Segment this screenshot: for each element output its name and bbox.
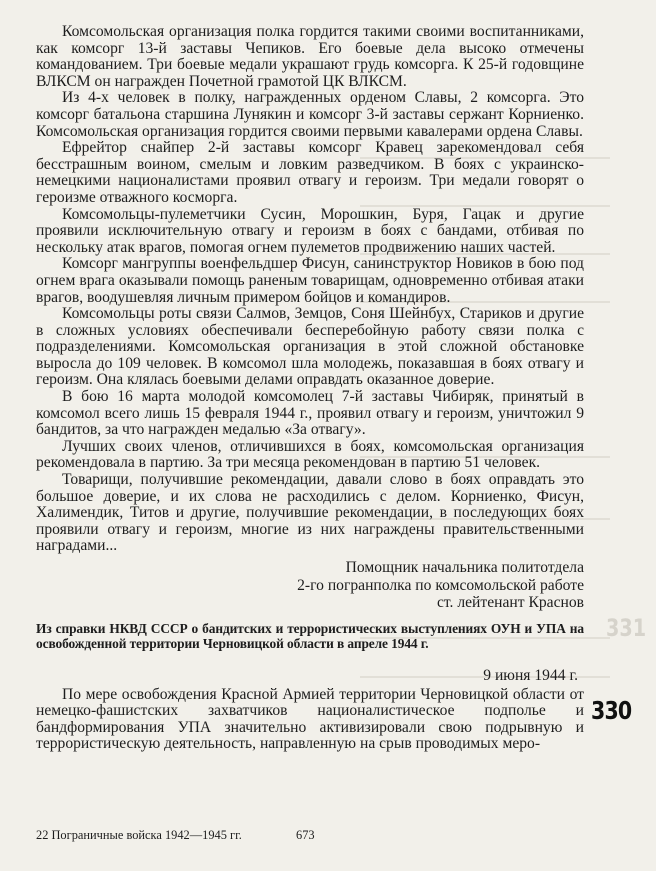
signature-block <box>36 559 584 612</box>
signature-position: Помощник начальника политотдела <box>345 559 584 576</box>
document-paragraph: По мере освобождения Красной Армией территории Черновицкой области от немецко-фашистских захватчиков националистическое подполье и бандформирования УПА значительно активизировали свою подрывную и террористическую деятельность, направленную на срыв проводимых меро- <box>36 685 584 753</box>
paragraph: Комсомольцы-пулеметчики Сусин, Морошкин, Буря, Гацак и другие проявили исключительную отвагу и героизм в боях с бандами, отбивая по нескольку атак врагов, помогая огнем пулеметов продвижению наших частей. <box>36 205 584 256</box>
signature-unit: 2-го погранполка по комсомольской работе <box>297 576 584 594</box>
printer-signature-mark: 22 Пограничные войска 1942—1945 гг. <box>36 828 242 842</box>
signature-name: ст. лейтенант Краснов <box>436 594 584 611</box>
bleed-through-document-number: 331 <box>606 614 647 642</box>
paragraph: Комсомольская организация полка гордится такими своими воспитанниками, как комсорг 13-й заставы Чепиков. Его боевые дела высоко отмечены командованием. Три боевые медали украшают грудь комсорга. К 25-й годовщине ВЛКСМ он награжден Почетной грамотой ЦК ВЛКСМ. <box>36 23 584 90</box>
main-text-column <box>36 24 584 753</box>
page-number: 673 <box>296 828 315 842</box>
paragraph: Ефрейтор снайпер 2-й заставы комсорг Кравец зарекомендовал себя бесстрашным воином, смелым и ловким разведчиком. В боях с украинско-немецкими националистами проявил отвагу и героизм. Три медали говорят о героизме отважного косморга. <box>36 139 584 206</box>
paragraph: Товарищи, получившие рекомендации, давали слово в боях оправдать это большое доверие, и их слова не расходились с делом. Корниенко, Фисун, Халимендик, Титов и другие, получившие рекомендации, в последующих боях проявили отвагу и героизм, многие из них награждены правительственными наградами... <box>36 471 584 555</box>
paragraph: Комсорг мангруппы военфельдшер Фисун, санинструктор Новиков в бою под огнем врага оказывали помощь раненым товарищам, одновременно отбивая атаки врагов, воодушевляя личным примером бойцов и командиров. <box>36 255 584 306</box>
document-date: 9 июня 1944 г. <box>483 666 578 684</box>
paragraph: В бою 16 марта молодой комсомолец 7-й заставы Чибиряк, принятый в комсомол всего лишь 15 февраля 1944 г., проявил отвагу и героизм, уничтожил 9 бандитов, за что награжден медалью «За отвагу». <box>36 388 584 439</box>
paragraph: Комсомольцы роты связи Салмов, Земцов, Соня Шейнбух, Стариков и другие в сложных условиях обеспечивали бесперебойную работу связи полка с подразделениями. Комсомольская организация в этой сложной обстановке выросла до 109 человек. В комсомол шла молодежь, показавшая в боях отвагу и героизм. Она клялась боевыми делами оправдать оказанное доверие. <box>36 305 584 389</box>
document-heading: Из справки НКВД СССР о бандитских и террористических выступлениях ОУН и УПА на освобожденной территории Черновицкой области в апреле 1944 г. <box>36 620 584 651</box>
paragraph: Лучших своих членов, отличившихся в боях, комсомольская организация рекомендовала в партию. За три месяца рекомендован в партию 51 человек. <box>36 437 584 472</box>
document-number: 330 <box>591 696 632 725</box>
paragraph: Из 4-х человек в полку, награжденных орденом Славы, 2 комсорга. Это комсорг батальона старшина Лунякин и комсорг 3-й заставы сержант Корниенко. Комсомольская организация гордится своими первыми кавалерами ордена Славы. <box>36 89 584 140</box>
